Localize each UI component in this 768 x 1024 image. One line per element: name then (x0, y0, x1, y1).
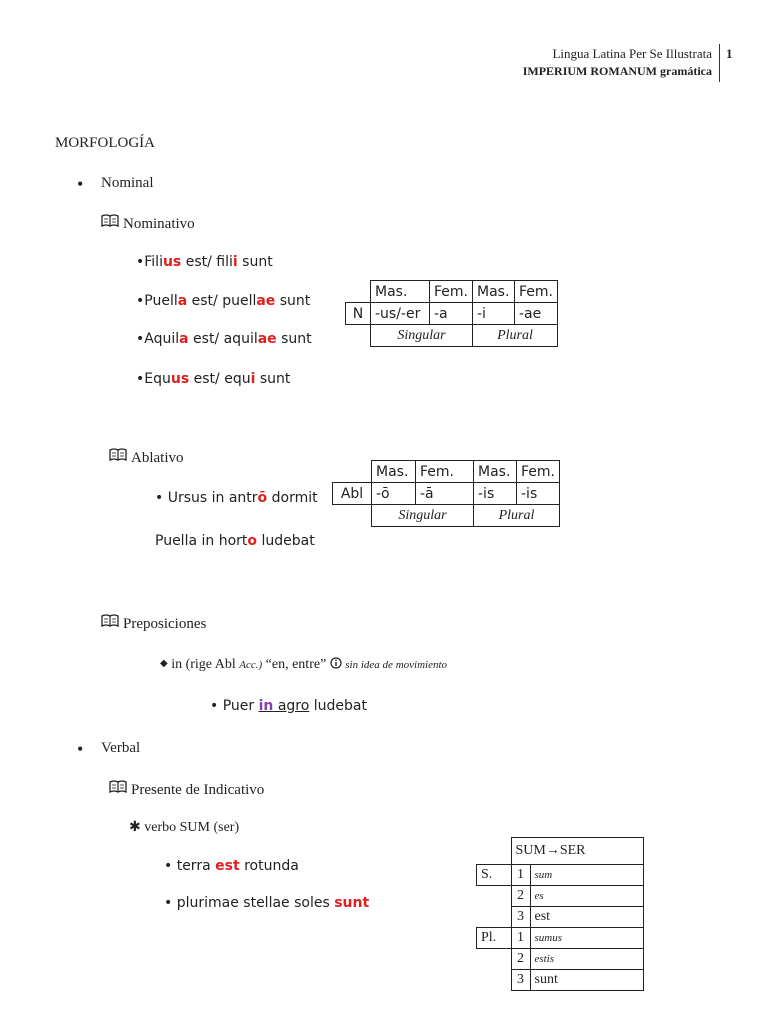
preposiciones-label: Preposiciones (123, 616, 207, 632)
ending-cell: -a (430, 303, 473, 325)
number-cell (477, 970, 512, 991)
plural-cell: Plural (474, 505, 560, 527)
text: Acc.) (239, 659, 263, 671)
person-cell: 3 (511, 970, 530, 991)
text: ludebat (309, 698, 367, 714)
person-cell: 1 (511, 865, 530, 886)
text: • terra (164, 858, 216, 874)
info-circle-icon (330, 657, 342, 669)
bullet-dot: • (77, 174, 84, 194)
empty-cell (346, 325, 371, 347)
text: sunt (275, 293, 311, 309)
verbo-sum-line (129, 819, 239, 836)
ending: ae (257, 331, 277, 347)
text: verbo SUM (ser) (140, 820, 240, 835)
number-cell: S. (477, 865, 512, 886)
empty-cell (477, 838, 512, 865)
text: est/ puell (187, 293, 257, 309)
text: •Equ (136, 371, 171, 387)
number-cell (477, 907, 512, 928)
ablativo-table (332, 460, 560, 527)
text: Puella in hort (155, 533, 248, 549)
text: rotunda (239, 858, 299, 874)
verbal-label: Verbal (101, 740, 141, 756)
header-cell: Mas. (371, 281, 430, 303)
ending: us (170, 371, 190, 387)
ablativo-example-1 (155, 490, 318, 506)
verb-example-2 (164, 895, 369, 911)
header-title: Lingua Latina Per Se Illustrata (552, 46, 712, 61)
case-cell: Abl (333, 483, 372, 505)
ending-cell: -is (474, 483, 517, 505)
diamond-bullet-icon: ◆ (160, 658, 168, 669)
header-cell: Fem. (416, 461, 474, 483)
ending: o (247, 533, 258, 549)
nominativo-label: Nominativo (123, 216, 195, 232)
verb-form: sunt (334, 895, 370, 911)
text: “en, entre” (262, 657, 330, 672)
ending: us (162, 254, 182, 270)
text: •Aquil (136, 331, 180, 347)
header-divider (719, 44, 720, 82)
text: • plurimae stellae soles (164, 895, 335, 911)
ablativo-heading (109, 448, 184, 467)
text: ludebat (257, 533, 315, 549)
nominativo-example-4 (136, 371, 290, 387)
ending-cell: -i (473, 303, 515, 325)
text: sunt (276, 331, 312, 347)
text: •Fili (136, 254, 163, 270)
section-title: MORFOLOGÍA (55, 135, 156, 151)
header-cell: Mas. (372, 461, 416, 483)
header-cell: Fem. (517, 461, 560, 483)
nominativo-example-1 (136, 254, 273, 270)
page-number: 1 (726, 46, 733, 61)
singular-cell: Singular (372, 505, 474, 527)
text: sin idea de movimiento (345, 659, 448, 671)
empty-cell (333, 505, 372, 527)
header-cell: Mas. (473, 281, 515, 303)
ending: i (250, 371, 256, 387)
nominativo-example-2 (136, 293, 310, 309)
nominal-label: Nominal (101, 175, 154, 191)
person-cell: 2 (511, 886, 530, 907)
case-cell: N (346, 303, 371, 325)
ending: ō (257, 490, 268, 506)
ending-cell: -ō (372, 483, 416, 505)
form-cell: sumus (530, 928, 643, 949)
number-cell (477, 949, 512, 970)
person-cell: 1 (511, 928, 530, 949)
preposicion-rule (160, 657, 447, 673)
nominativo-example-3 (136, 331, 312, 347)
form-cell: sum (530, 865, 643, 886)
verb-example-1 (164, 858, 299, 874)
text: sunt (237, 254, 273, 270)
sum-conjugation-table (476, 837, 644, 991)
ending-cell: -ā (416, 483, 474, 505)
text: •Puell (136, 293, 178, 309)
singular-cell: Singular (371, 325, 473, 347)
nominativo-table (345, 280, 558, 347)
open-book-icon (109, 448, 127, 462)
person-cell: 3 (511, 907, 530, 928)
empty-cell (333, 461, 372, 483)
presente-label: Presente de Indicativo (131, 782, 265, 798)
number-cell: Pl. (477, 928, 512, 949)
header-subtitle: IMPERIUM ROMANUM gramática (522, 64, 712, 78)
preposition: in (258, 698, 274, 714)
empty-cell (346, 281, 371, 303)
ending: ae (256, 293, 276, 309)
nominativo-heading (101, 214, 195, 233)
open-book-icon (109, 780, 127, 794)
preposicion-example (210, 698, 367, 714)
header-cell: Mas. (474, 461, 517, 483)
preposiciones-heading (101, 614, 206, 633)
header-cell: Fem. (515, 281, 558, 303)
text: est/ equ (189, 371, 251, 387)
form-cell: est (530, 907, 643, 928)
table-title: SUM→SER (511, 838, 643, 865)
presente-heading (109, 780, 264, 799)
ablativo-example-2 (155, 533, 315, 549)
ending: a (177, 293, 188, 309)
text: dormit (267, 490, 318, 506)
open-book-icon (101, 214, 119, 228)
text: • Puer (210, 698, 259, 714)
person-cell: 2 (511, 949, 530, 970)
asterisk-icon: ✱ (129, 820, 141, 835)
bullet-dot: • (77, 739, 84, 759)
ending-cell: -ae (515, 303, 558, 325)
text: est/ fili (181, 254, 233, 270)
text: est/ aquil (188, 331, 258, 347)
form-cell: es (530, 886, 643, 907)
text: agro (273, 698, 310, 714)
form-cell: sunt (530, 970, 643, 991)
text: • Ursus in antr (155, 490, 258, 506)
ending: a (179, 331, 189, 347)
plural-cell: Plural (473, 325, 558, 347)
number-cell (477, 886, 512, 907)
form-cell: estis (530, 949, 643, 970)
header-cell: Fem. (430, 281, 473, 303)
ablativo-label: Ablativo (131, 450, 184, 466)
ending-cell: -is (517, 483, 560, 505)
ending-cell: -us/-er (371, 303, 430, 325)
text: sunt (255, 371, 291, 387)
ending: i (232, 254, 238, 270)
open-book-icon (101, 614, 119, 628)
verb-form: est (215, 858, 240, 874)
text: in (rige Abl (167, 657, 240, 672)
